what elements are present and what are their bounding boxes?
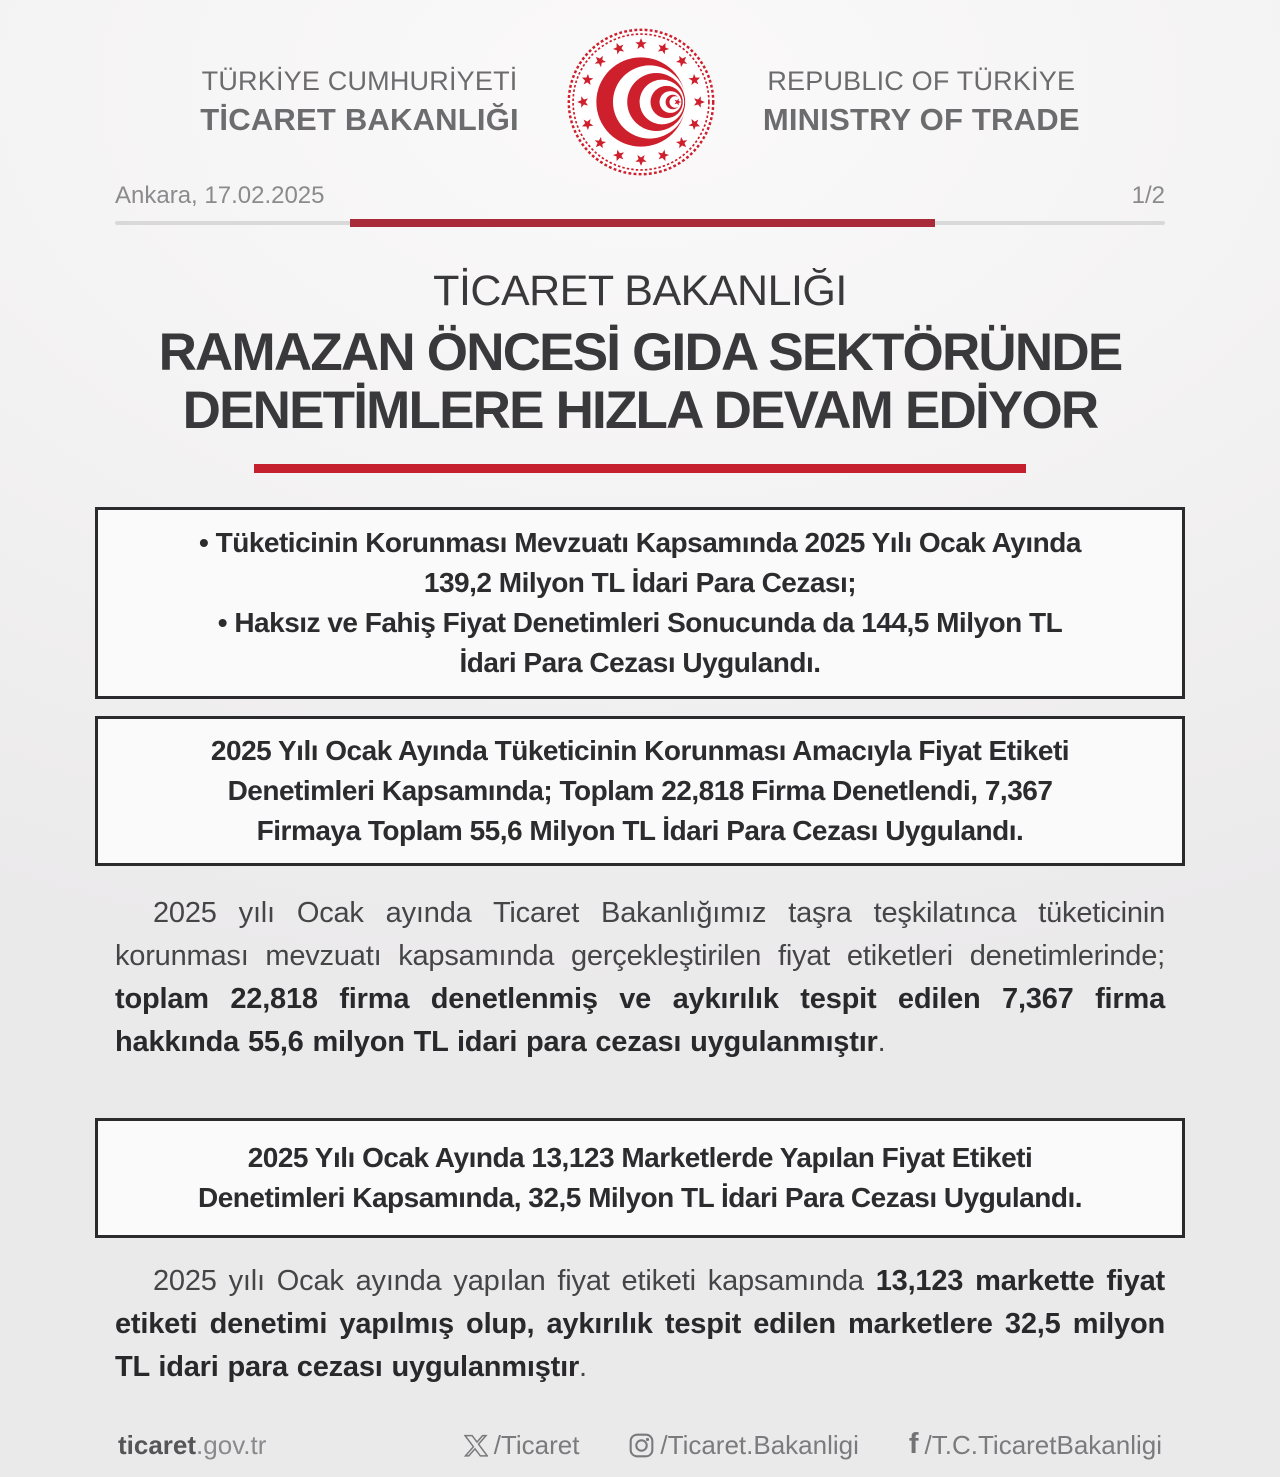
- para2-normal: 2025 yılı Ocak ayında yapılan fiyat etiketi kapsamında: [153, 1265, 876, 1297]
- box-line: Firmaya Toplam 55,6 Milyon TL İdari Para Cezası Uygulandı.: [256, 815, 1024, 846]
- body-paragraph-2: [115, 1260, 1165, 1389]
- header-right-block: [763, 66, 1080, 138]
- header-right-line1: REPUBLIC OF TÜRKİYE: [767, 66, 1076, 96]
- website-url-rest: .gov.tr: [196, 1430, 267, 1460]
- header-left-line2: TİCARET BAKANLIĞI: [200, 102, 519, 137]
- meta-row: [0, 182, 1280, 210]
- header-divider: [115, 219, 1165, 227]
- header-right-line2: MINISTRY OF TRADE: [762, 102, 1080, 137]
- page-title-line2: RAMAZAN ÖNCESİ GIDA SEKTÖRÜNDE: [158, 323, 1122, 382]
- title-underline-bar: [254, 464, 1026, 473]
- social-instagram: [629, 1430, 858, 1461]
- para1-normal: 2025 yılı Ocak ayında Ticaret Bakanlığımız taşra teşkilatınca tüketicinin korunması mevzuatı kapsamında gerçekleştirilen fiyat etiketleri denetimlerinde;: [115, 897, 1165, 972]
- divider-red-bar: [350, 219, 935, 227]
- header: [0, 0, 1280, 178]
- para1-bold: toplam 22,818 firma denetlenmiş ve aykırılık tespit edilen 7,367 firma hakkında 55,6 milyon TL idari para cezası uygulanmıştır: [115, 983, 1165, 1058]
- title-block: [0, 267, 1280, 473]
- highlight-box-markets: [95, 1118, 1185, 1238]
- ministry-of-trade-logo-icon: [565, 26, 717, 178]
- para2-end: .: [579, 1351, 587, 1383]
- x-twitter-icon: [464, 1434, 488, 1458]
- social-facebook: [909, 1430, 1162, 1461]
- box-line: 2025 Yılı Ocak Ayında 13,123 Marketlerde Yapılan Fiyat Etiketi: [247, 1142, 1033, 1173]
- dateline: Ankara, 17.02.2025: [115, 182, 325, 209]
- facebook-icon: f: [908, 1428, 919, 1460]
- body-paragraph-1: [115, 892, 1165, 1064]
- para1-end: .: [877, 1026, 886, 1058]
- box-line: 139,2 Milyon TL İdari Para Cezası;: [423, 567, 857, 598]
- box-line: • Tüketicinin Korunması Mevzuatı Kapsamında 2025 Yılı Ocak Ayında: [199, 527, 1081, 558]
- website-url: [118, 1430, 266, 1461]
- title-kicker: TİCARET BAKANLIĞI: [433, 267, 847, 315]
- page-indicator: 1/2: [1131, 182, 1165, 209]
- box-line: • Haksız ve Fahiş Fiyat Denetimleri Sonucunda da 144,5 Milyon TL: [217, 607, 1063, 638]
- social-facebook-handle: /T.C.TicaretBakanligi: [924, 1430, 1162, 1460]
- highlight-box-firms: [95, 716, 1185, 866]
- social-x: [464, 1430, 580, 1461]
- box-line: 2025 Yılı Ocak Ayında Tüketicinin Korunması Amacıyla Fiyat Etiketi: [210, 735, 1070, 766]
- page-title-line3: DENETİMLERE HIZLA DEVAM EDİYOR: [182, 381, 1098, 440]
- social-instagram-handle: /Ticaret.Bakanligi: [660, 1430, 859, 1460]
- website-url-bold: ticaret: [118, 1430, 197, 1460]
- box-line: Denetimleri Kapsamında; Toplam 22,818 Firma Denetlendi, 7,367: [227, 775, 1053, 806]
- footer: [0, 1430, 1280, 1461]
- header-left-line1: TÜRKİYE CUMHURİYETİ: [201, 66, 518, 96]
- header-left-block: [200, 66, 519, 138]
- social-links: [464, 1430, 1162, 1461]
- box-line: Denetimleri Kapsamında, 32,5 Milyon TL İdari Para Cezası Uygulandı.: [197, 1182, 1083, 1213]
- highlight-box-bullets: [95, 507, 1185, 699]
- para2-bold: 13,123 markette fiyat etiketi denetimi yapılmış olup, aykırılık tespit edilen marketlere 32,5 milyon TL idari para cezası uygulanmıştır: [115, 1265, 1165, 1383]
- box-line: İdari Para Cezası Uygulandı.: [459, 647, 821, 678]
- social-x-handle: /Ticaret: [493, 1430, 580, 1460]
- instagram-icon: [629, 1433, 654, 1458]
